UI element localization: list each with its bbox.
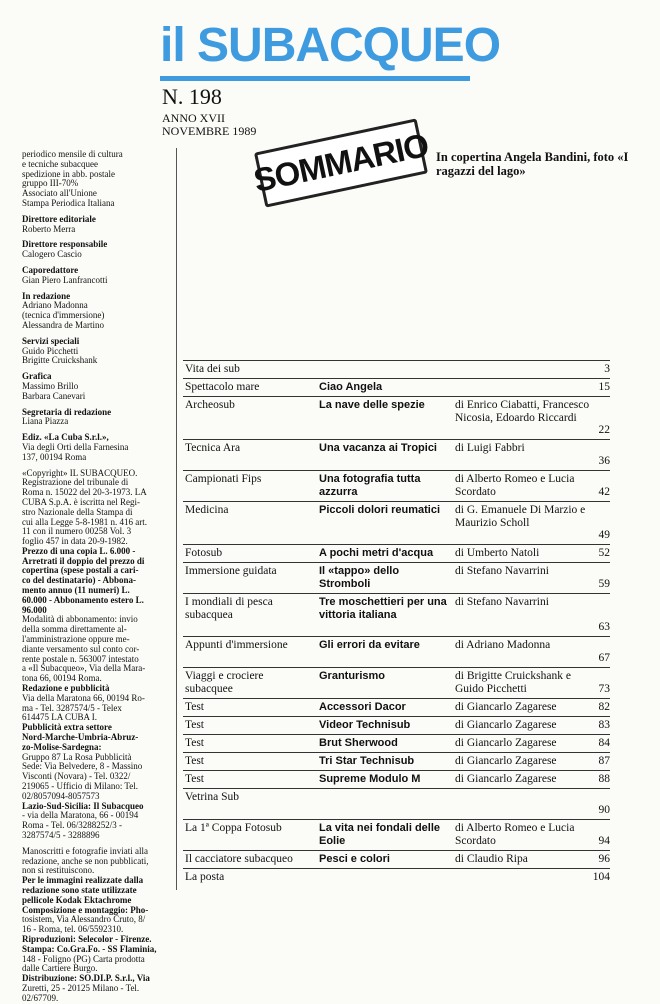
toc-page: 82 [598,701,610,713]
masthead-line: Roma - Tel. 06/3288252/3 - [22,820,122,831]
masthead-line: Roma n. 15022 del 20-3-1973. LA [22,487,147,498]
toc-section: I mondiali di pesca subacquea [185,596,273,621]
masthead-line: Pubblicità extra settore [22,722,112,733]
masthead-line: CUBA S.p.A. è iscritta nel Regi- [22,496,140,507]
toc-author: di Adriano Madonna [455,639,551,651]
masthead-line: (tecnica d'immersione) [22,310,105,321]
toc-section: Medicina [185,504,229,516]
masthead-line: Lazio-Sud-Sicilia: Il Subacqueo [22,800,144,811]
toc-row[interactable] [183,734,610,752]
toc-section: Immersione guidata [185,565,277,577]
issue-number: N. 198 [162,84,222,109]
toc-title: Tri Star Technisub [319,755,415,767]
toc-author: di Giancarlo Zagarese [455,755,557,767]
masthead-line: Direttore editoriale [22,213,96,224]
toc-row[interactable] [183,544,610,562]
toc-row[interactable] [183,868,610,886]
toc-section: La posta [185,871,225,883]
masthead-line: 148 - Foligno (PG) Carta prodotta [22,953,145,964]
sommario-label: SOMMARIO [250,125,432,200]
toc-page: 94 [598,835,610,847]
masthead-line: mento annuo (11 numeri) L. [22,585,130,596]
masthead-line: rente postale n. 563007 intestato [22,653,139,664]
toc-title: Piccoli dolori reumatici [319,504,441,516]
masthead-line: 02/67709. [22,992,59,1003]
masthead-line: Composizione e montaggio: Pho- [22,904,149,915]
masthead-line: Arretrati il doppio del prezzo di [22,555,145,566]
cover-note: In copertina Angela Bandini, foto «I ragazzi del lago» [436,150,629,178]
toc-row[interactable] [183,752,610,770]
masthead-line: 60.000 - Abbonamento estero L. [22,594,144,605]
toc-author: di Umberto Natoli [455,547,540,559]
masthead-line: Servizi speciali [22,335,80,346]
toc-section: Viaggi e crociere subacquee [185,670,264,695]
masthead-line: Direttore responsabile [22,239,108,250]
masthead-line: Calogero Cascio [22,249,82,260]
masthead-line: tona 66, 00194 Roma. [22,673,102,684]
masthead-line: Via degli Orti della Farnesina [22,441,129,452]
toc-page: 52 [598,547,610,559]
masthead-line: 137, 00194 Roma [22,451,87,462]
toc-section: Campionati Fips [185,473,262,485]
toc-title: Granturismo [319,670,386,682]
masthead-line: l'amministrazione oppure me- [22,634,130,645]
masthead-line: stro Nazionale della Stampa di [22,506,133,517]
toc-title: Una vacanza ai Tropici [319,442,437,454]
masthead-line: redazione sono state utilizzate [22,884,137,895]
toc-row[interactable] [183,770,610,788]
masthead-line: 96.000 [22,604,47,615]
toc-section: Appunti d'immersione [185,639,288,651]
masthead-line: 3287574/5 - 3288896 [22,830,100,840]
toc-page: 88 [598,773,610,785]
toc-section: Archeosub [185,399,235,411]
masthead-line: Per le immagini realizzate dalla [22,875,144,886]
masthead-line: «Copyright» IL SUBACQUEO. [22,467,138,478]
toc-section: Test [185,737,204,749]
toc-page: 42 [598,486,610,498]
toc-row[interactable] [183,593,610,636]
toc-row[interactable] [183,698,610,716]
toc-title: Una fotografia tutta azzurra [319,473,421,498]
toc-page: 59 [598,578,610,590]
masthead-line: redazione, anche se non pubblicati, [22,855,149,866]
toc-row[interactable] [183,788,610,819]
masthead-line: Ediz. «La Cuba S.r.l.», [22,432,109,443]
toc-author: di Stefano Navarrini [455,596,549,608]
toc-section: Vetrina Sub [185,791,239,803]
toc-title: Videor Technisub [319,719,411,731]
masthead-line: 02/8057094-8057573 [22,790,100,801]
toc-row[interactable] [183,439,610,470]
masthead-line: Caporedattore [22,264,79,275]
toc-author: di Stefano Navarrini [455,565,549,577]
toc-page: 49 [598,529,610,541]
toc-row[interactable] [183,819,610,850]
toc-title: Accessori Dacor [319,701,406,713]
masthead-line: e tecniche subacquee [22,158,98,169]
masthead-line: Liana Piazza [22,416,69,427]
masthead-line: Associato all'Unione [22,188,97,199]
toc-section: Il cacciatore subacqueo [185,853,293,865]
masthead-line: a «Il Subacqueo», Via della Mara- [22,663,146,674]
toc-title: Pesci e colori [319,853,390,865]
toc-row[interactable] [183,378,610,396]
masthead-line: Modalità di abbonamento: invio [22,614,138,625]
toc-section: Spettacolo mare [185,381,260,393]
masthead-line: diante versamento sul conto cor- [22,643,140,654]
toc-row[interactable] [183,716,610,734]
toc-row[interactable] [183,396,610,439]
issue-meta [162,112,256,138]
toc-title: Brut Sherwood [319,737,398,749]
masthead-line: Redazione e pubblicità [22,683,110,694]
toc-author: di Giancarlo Zagarese [455,701,557,713]
masthead-line: spedizione in abb. postale [22,168,115,179]
issue-year: ANNO XVII [162,111,225,125]
toc-section: Fotosub [185,547,223,559]
issue-date: NOVEMBRE 1989 [162,124,257,138]
masthead-line: gruppo III-70% [22,178,79,189]
toc-author: di Brigitte Cruickshank e Guido Picchetti [455,670,571,695]
masthead-line: Zuretti, 25 - 20125 Milano - Tel. [22,982,140,993]
masthead-line: non si restituiscono. [22,865,95,876]
masthead-line: Sede: Via Belvedere, 8 - Massino [22,761,143,772]
magazine-logo [160,18,501,80]
toc-title: Il «tappo» dello Stromboli [319,565,400,590]
toc-author: di Giancarlo Zagarese [455,737,557,749]
masthead-line: Alessandra de Martino [22,319,104,330]
toc-page: 96 [598,853,610,865]
logo-wordmark: il SUBACQUEO [160,19,501,72]
toc-author: di Alberto Romeo e Lucia Scordato [455,822,575,847]
masthead-line: - via della Maratona, 66 - 00194 [22,810,139,821]
masthead-line: Guido Picchetti [22,345,79,356]
masthead-line: co del destinatario) - Abbona- [22,575,137,586]
toc-title: Ciao Angela [319,381,383,393]
toc-author: di Giancarlo Zagarese [455,719,557,731]
masthead-line: zo-Molise-Sardegna: [22,741,102,752]
masthead-line: Massimo Brillo [22,380,79,391]
logo-underline [160,76,470,81]
masthead-line: Gruppo 87 La Rosa Pubblicità [22,751,132,762]
masthead-line: Riproduzioni: Selecolor - Firenze. [22,933,152,944]
toc-title: La nave delle spezie [319,399,425,411]
masthead-line: Segretaria di redazione [22,406,112,417]
toc-page: 3 [604,363,610,375]
masthead-line: pellicole Kodak Ektachrome [22,894,132,905]
masthead-line: ma - Tel. 3287574/5 - Telex [22,702,122,713]
masthead-line: Nord-Marche-Umbria-Abruz- [22,732,139,743]
masthead-line: 614475 LA CUBA I. [22,712,98,723]
table-of-contents [183,360,610,886]
toc-author: di Luigi Fabbri [455,442,525,454]
toc-row[interactable] [183,360,610,378]
toc-title: A pochi metri d'acqua [319,547,434,559]
toc-section: La 1ª Coppa Fotosub [185,822,282,834]
masthead-line: Roberto Merra [22,223,76,234]
toc-title: Supreme Modulo M [319,773,421,785]
masthead-line: Brigitte Cruickshank [22,355,98,366]
toc-title: Tre moschettieri per una vittoria italiana [319,596,447,621]
toc-title: Gli errori da evitare [319,639,420,651]
masthead-line: cui alla Legge 5-8-1981 n. 416 art. [22,516,147,527]
toc-author: di G. Emanuele Di Marzio e Maurizio Scholl [455,504,586,529]
column-divider [176,148,177,890]
masthead-line: Visconti (Novara) - Tel. 0322/ [22,771,131,782]
toc-row[interactable] [183,562,610,593]
toc-section: Tecnica Ara [185,442,241,454]
toc-row[interactable] [183,501,610,544]
toc-section: Test [185,773,204,785]
toc-page: 90 [598,804,610,816]
masthead-line: Stampa Periodica Italiana [22,197,115,208]
toc-row[interactable] [183,470,610,501]
toc-page: 22 [598,424,610,436]
masthead-line: Registrazione del tribunale di [22,477,129,488]
masthead-line: Manoscritti e fotografie inviati alla [22,845,148,856]
masthead-line: Gian Piero Lanfrancotti [22,274,108,285]
masthead-line: periodico mensile di cultura [22,149,123,159]
toc-section: Test [185,701,204,713]
toc-author: di Claudio Ripa [455,853,528,865]
toc-page: 84 [598,737,610,749]
masthead-line: 219065 - Ufficio di Milano: Tel. [22,781,139,792]
masthead-line: Grafica [22,371,52,382]
toc-page: 36 [598,455,610,467]
toc-section: Vita dei sub [185,363,240,375]
toc-author: di Giancarlo Zagarese [455,773,557,785]
toc-title: La vita nei fondali delle Eolie [319,822,441,847]
toc-author: di Alberto Romeo e Lucia Scordato [455,473,575,498]
masthead-line: Stampa: Co.Gra.Fo. - SS Flaminia, [22,943,157,954]
masthead-line: copertina (spese postali a cari- [22,565,139,576]
masthead-line: Barbara Canevari [22,390,86,401]
masthead-colophon [22,150,172,1004]
toc-row[interactable] [183,667,610,698]
masthead-line: dalle Cartiere Burgo. [22,963,98,974]
masthead-line: 16 - Roma, tel. 06/5592310. [22,924,124,935]
masthead-line: 11 con il numero 00258 Vol. 3 [22,526,132,537]
masthead-line: Distribuzione: SO.DI.P. S.r.l., Via [22,973,150,984]
toc-page: 83 [598,719,610,731]
toc-row[interactable] [183,850,610,868]
masthead-line: Via della Maratona 66, 00194 Ro- [22,692,145,703]
masthead-line: foglio 457 in data 20-9-1982. [22,536,128,547]
masthead-line: Adriano Madonna [22,300,88,311]
toc-page: 104 [592,871,610,883]
masthead-line: In redazione [22,290,71,301]
toc-page: 73 [598,683,610,695]
toc-section: Test [185,719,204,731]
toc-page: 87 [598,755,610,767]
toc-section: Test [185,755,204,767]
sommario-stamp [250,118,432,207]
toc-page: 15 [598,381,610,393]
masthead-line: Prezzo di una copia L. 6.000 - [22,545,136,556]
toc-page: 67 [598,652,610,664]
toc-row[interactable] [183,636,610,667]
masthead-line: tosistem, Via Alessandro Cruto, 8/ [22,914,146,925]
toc-page: 63 [598,621,610,633]
masthead-line: della somma direttamente al- [22,624,127,635]
toc-author: di Enrico Ciabatti, Francesco Nicosia, Edoardo Riccardi [455,399,590,424]
